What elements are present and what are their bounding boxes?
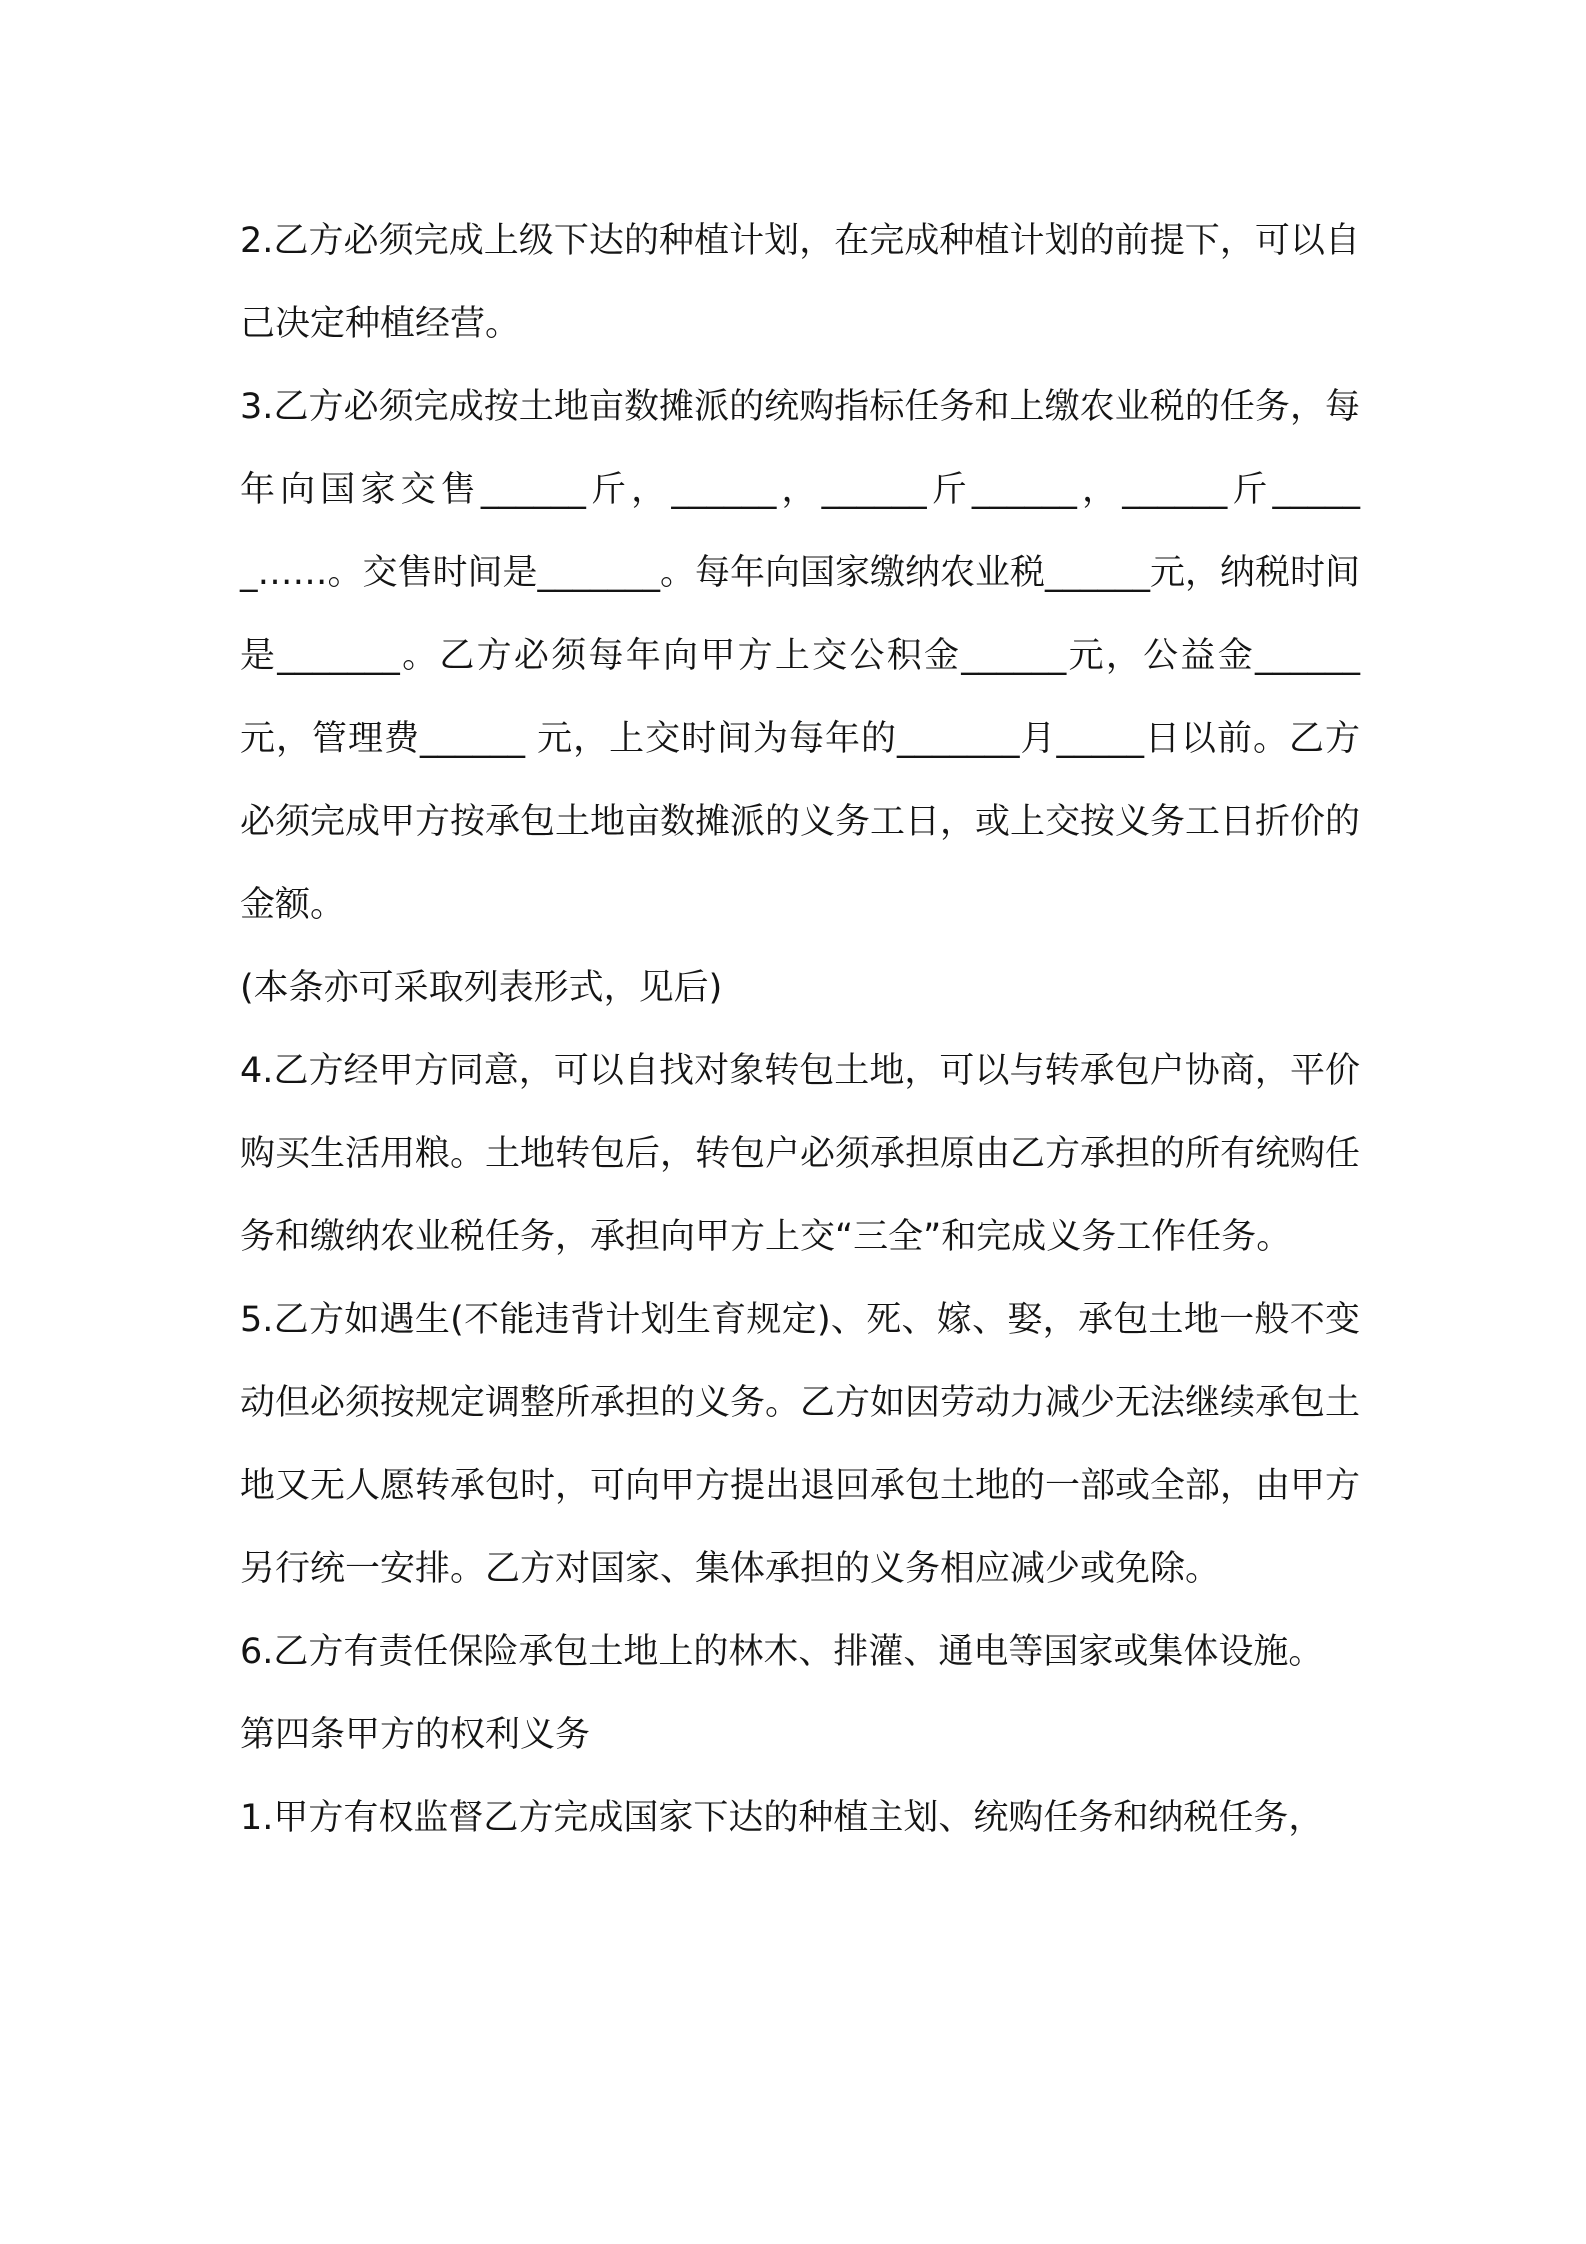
article-4-heading: 第四条甲方的权利义务 <box>240 1715 591 1755</box>
note-paragraph: (本条亦可采取列表形式，见后) <box>240 968 723 1008</box>
clause-3-paragraph: 3.乙方必须完成按土地亩数摊派的统购指标任务和上缴农业税的任务，每年向国家交售______斤，______，______斤______，______斤______……。交售时间是_______。每年向国家缴纳农业税______元，纳税时间是_______。乙方必须每年向甲方上交公积金______元，公益金______ 元，管理费______ 元，上交时间为每年的_______月_____日以前。乙方必须完成甲方按承包土地亩数摊派的义务工日，或上交按义务工日折价的金额。 <box>240 387 1361 925</box>
document-body <box>240 200 1360 1860</box>
clause-6-paragraph: 6.乙方有责任保险承包土地上的林木、排灌、通电等国家或集体设施。 <box>240 1632 1324 1672</box>
clause-4-paragraph: 4.乙方经甲方同意，可以自找对象转包土地，可以与转承包户协商，平价购买生活用粮。土地转包后，转包户必须承担原由乙方承担的所有统购任务和缴纳农业税任务，承担向甲方上交“三全”和完成义务工作任务。 <box>240 1051 1361 1257</box>
clause-5-paragraph: 5.乙方如遇生(不能违背计划生育规定)、死、嫁、娶，承包土地一般不变动但必须按规定调整所承担的义务。乙方如因劳动力减少无法继续承包土地又无人愿转承包时，可向甲方提出退回承包土地的一部或全部，由甲方另行统一安排。乙方对国家、集体承担的义务相应减少或免除。 <box>240 1300 1361 1589</box>
article-4-clause-1-paragraph: 1.甲方有权监督乙方完成国家下达的种植主划、统购任务和纳税任务， <box>240 1798 1324 1838</box>
clause-2-paragraph: 2.乙方必须完成上级下达的种植计划，在完成种植计划的前提下，可以自己决定种植经营。 <box>240 221 1360 344</box>
